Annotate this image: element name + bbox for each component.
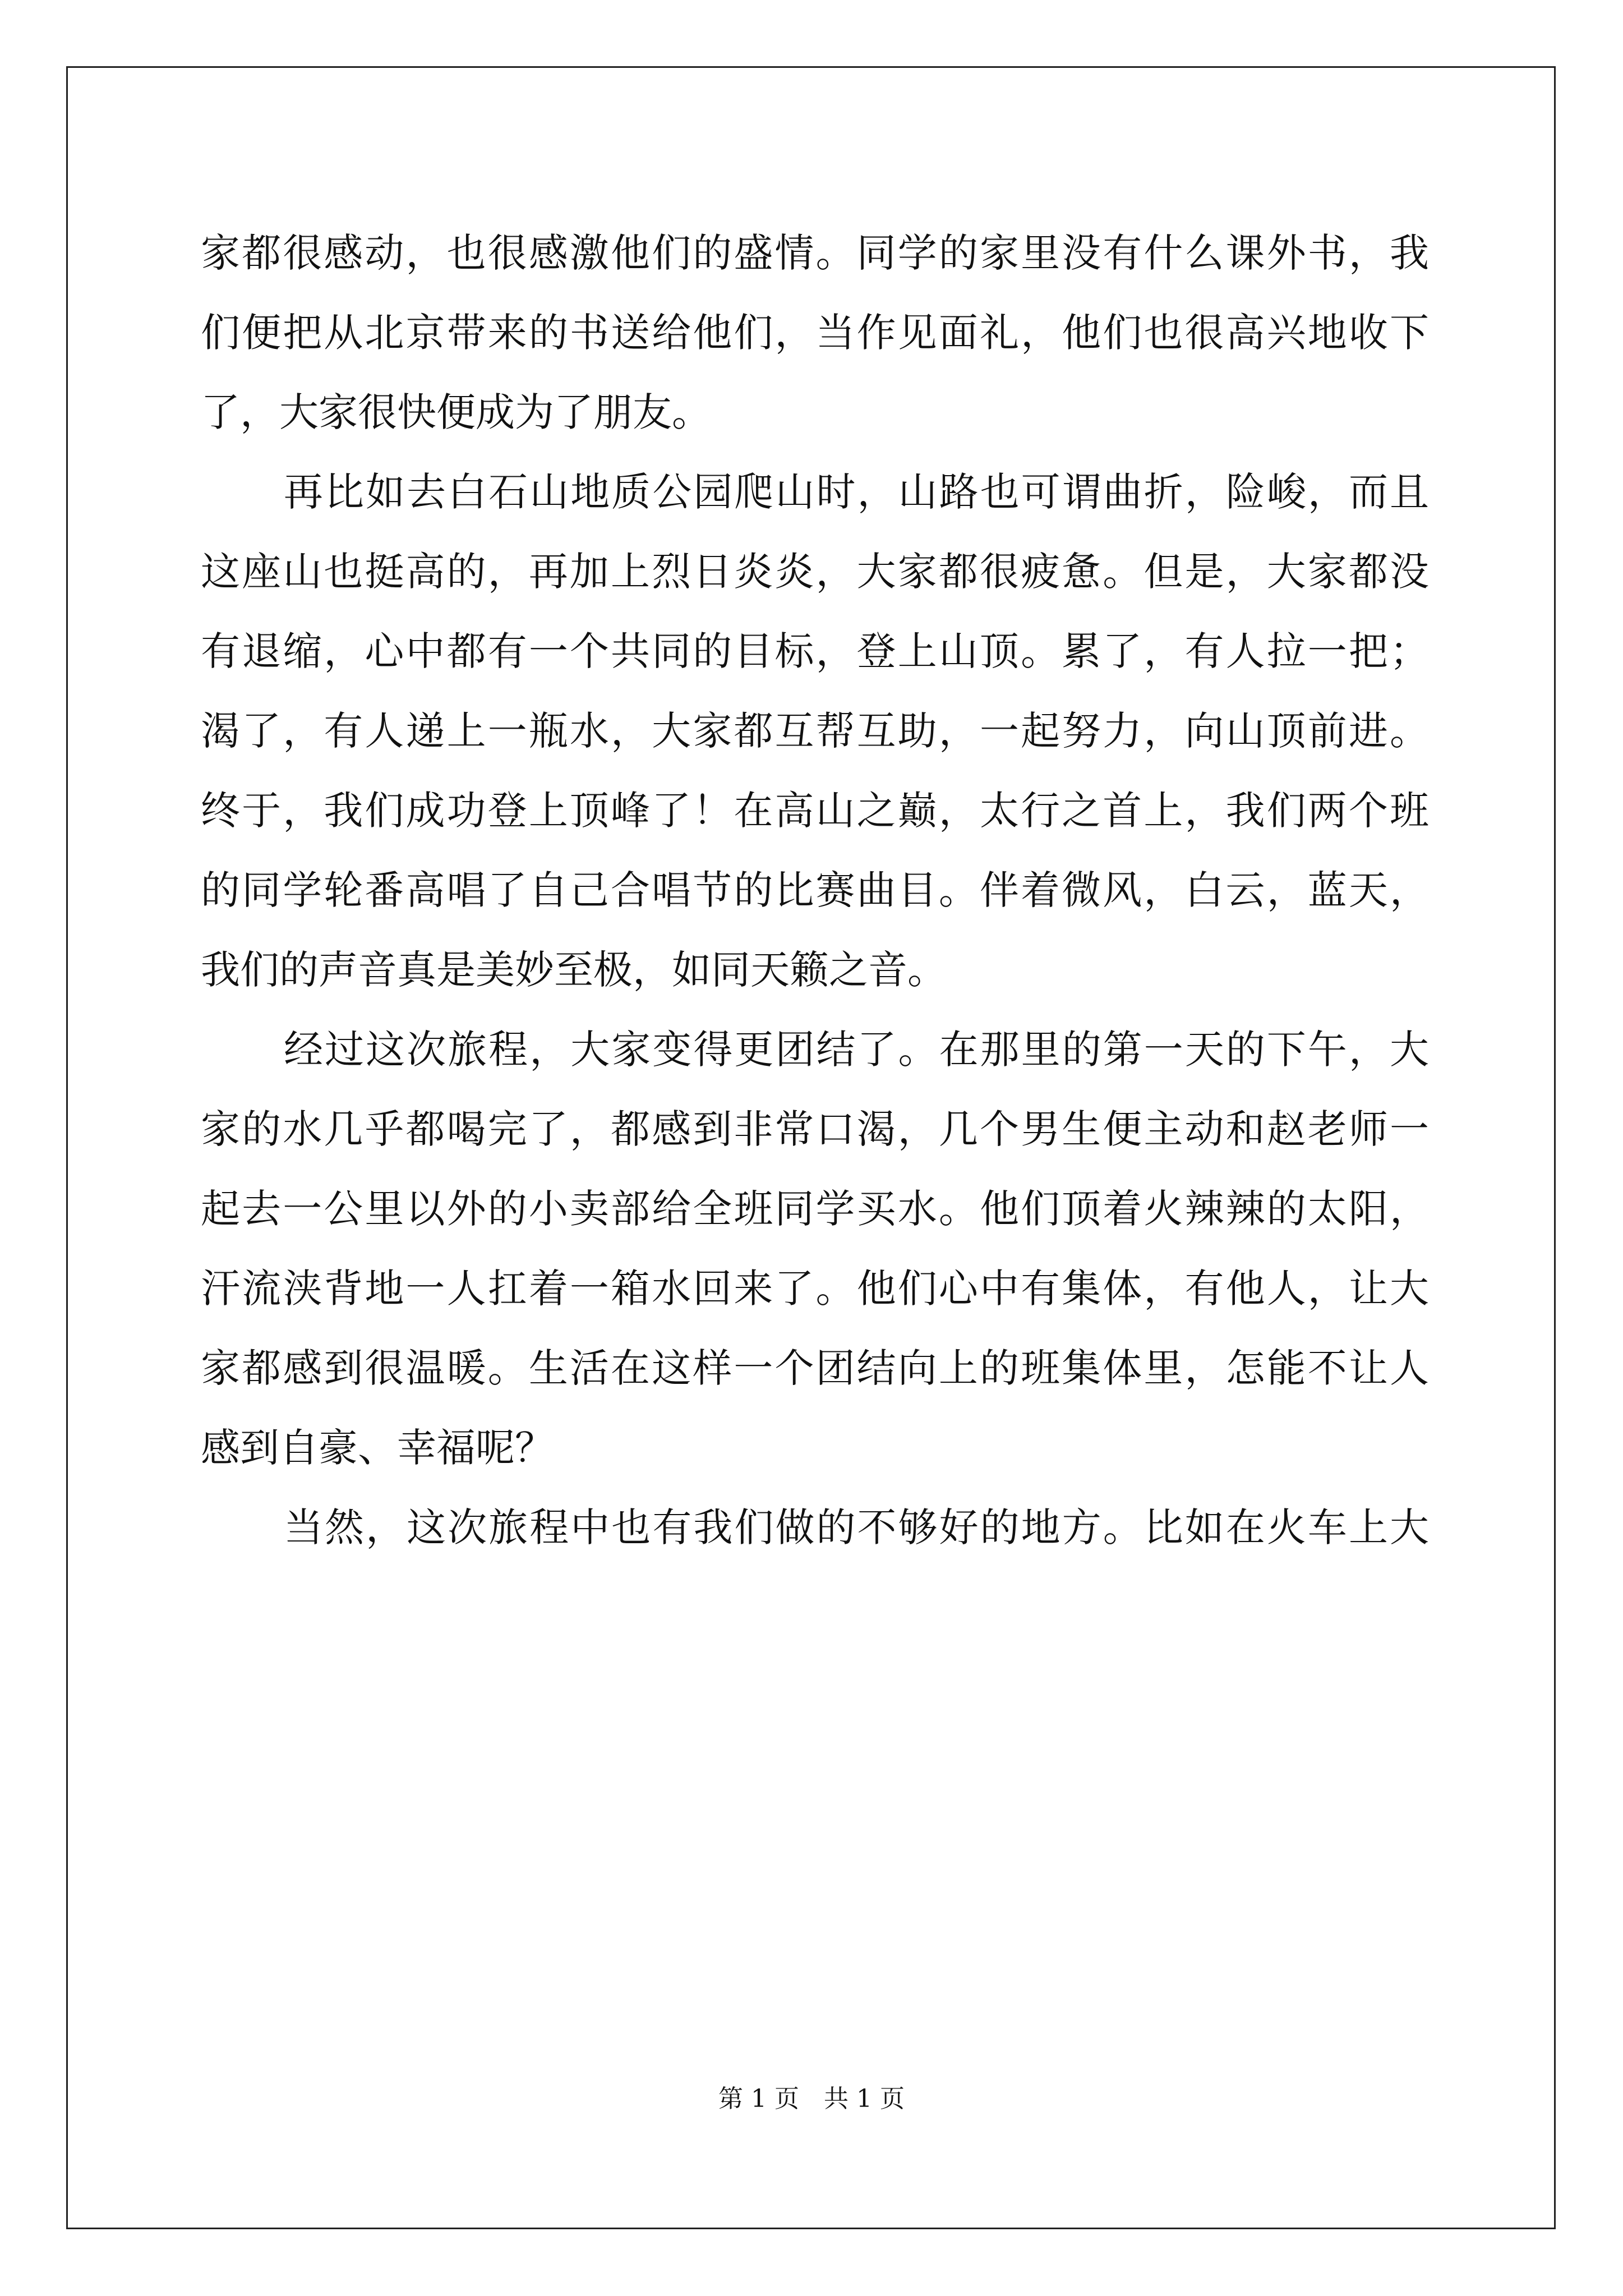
text-line: 了，大家很快便成为了朋友。: [201, 389, 711, 435]
text-line: 我们的声音真是美妙至极，如同天籁之音。: [201, 947, 947, 993]
text-line: 们便把从北京带来的书送给他们，当作见面礼，他们也很高兴地收下: [201, 310, 1429, 356]
text-line: 汗流浃背地一人扛着一箱水回来了。他们心中有集体，有他人，让大: [201, 1266, 1429, 1312]
paragraph-first-line: 经过这次旅程，大家变得更团结了。在那里的第一天的下午，大: [284, 1027, 1429, 1073]
text-line: 渴了，有人递上一瓶水，大家都互帮互助，一起努力，向山顶前进。: [201, 708, 1429, 754]
text-line: 终于，我们成功登上顶峰了！在高山之巅，太行之首上，我们两个班: [201, 788, 1429, 834]
text-line: 家都感到很温暖。生活在这样一个团结向上的班集体里，怎能不让人: [201, 1345, 1429, 1391]
page-number-footer: 第 1 页 共 1 页: [718, 2085, 905, 2113]
text-line: 起去一公里以外的小卖部给全班同学买水。他们顶着火辣辣的太阳，: [201, 1186, 1429, 1232]
paragraph-first-line: 再比如去白石山地质公园爬山时，山路也可谓曲折，险峻，而且: [284, 469, 1429, 515]
text-line: 有退缩，心中都有一个共同的目标，登上山顶。累了，有人拉一把；: [201, 628, 1429, 674]
text-line: 这座山也挺高的，再加上烈日炎炎，大家都很疲惫。但是，大家都没: [201, 549, 1429, 595]
document-body: [201, 213, 1429, 1567]
text-line: 的同学轮番高唱了自己合唱节的比赛曲目。伴着微风，白云，蓝天，: [201, 867, 1429, 913]
text-line: 家的水几乎都喝完了，都感到非常口渴，几个男生便主动和赵老师一: [201, 1106, 1429, 1152]
text-line: 家都很感动，也很感激他们的盛情。同学的家里没有什么课外书，我: [201, 230, 1429, 276]
paragraph-first-line: 当然，这次旅程中也有我们做的不够好的地方。比如在火车上大: [284, 1504, 1429, 1550]
text-line: 感到自豪、幸福呢？: [201, 1425, 554, 1471]
